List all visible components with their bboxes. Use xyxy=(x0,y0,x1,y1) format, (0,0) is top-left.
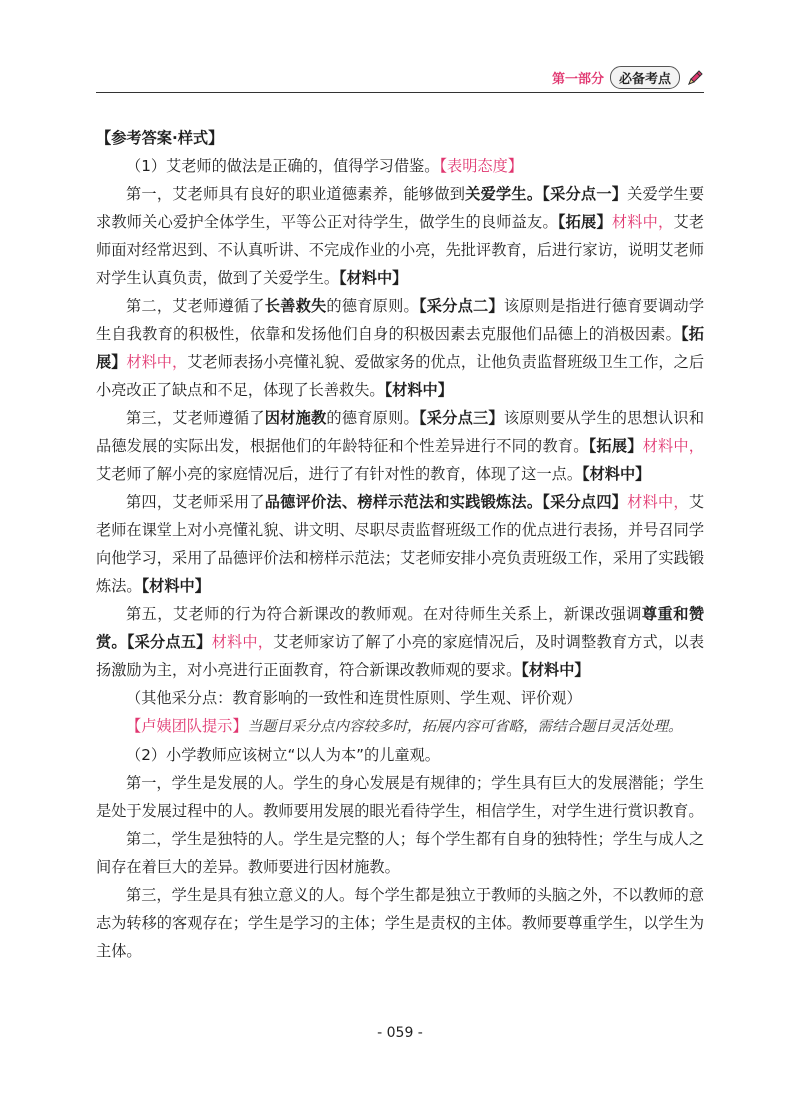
pencil-icon xyxy=(686,69,704,87)
paragraph-3: 第二，艾老师遵循了长善救失的德育原则。【采分点二】该原则是指进行德育要调动学生自我教育的积极性，依靠和发扬他们自身的积极因素去克服他们品德上的消极因素。【拓展】材料中，艾老师表扬小亮懂礼貌、爱做家务的优点，让他负责监督班级卫生工作，之后小亮改正了缺点和不足，体现了长善救失。【材料中】 xyxy=(96,297,705,399)
paragraph-10: 第一，学生是发展的人。学生的身心发展是有规律的；学生具有巨大的发展潜能；学生是处于发展过程中的人。教师要用发展的眼光看待学生，相信学生，对学生进行赏识教育。 xyxy=(96,774,704,820)
header-right xyxy=(552,66,704,89)
paragraph-2: 第一，艾老师具有良好的职业道德素养，能够做到关爱学生。【采分点一】关爱学生要求教师关心爱护全体学生，平等公正对待学生，做学生的良师益友。【拓展】材料中，艾老师面对经常迟到、不认真听讲、不完成作业的小亮，先批评教育，后进行家访，说明艾老师对学生认真负责，做到了关爱学生。【材料中】 xyxy=(96,185,705,287)
section-badge: 必备考点 xyxy=(610,66,680,89)
paragraph-12: 第三，学生是具有独立意义的人。每个学生都是独立于教师的头脑之外，不以教师的意志为转移的客观存在；学生是学习的主体；学生是责权的主体。教师要尊重学生，以学生为主体。 xyxy=(96,886,704,960)
paragraph-1: （1）艾老师的做法是正确的，值得学习借鉴。【表明态度】 xyxy=(126,157,523,175)
team-tip: 【卢姨团队提示】当题目采分点内容较多时，拓展内容可省略，需结合题目灵活处理。 xyxy=(126,717,683,735)
paragraph-4: 第三，艾老师遵循了因材施教的德育原则。【采分点三】该原则要从学生的思想认识和品德发展的实际出发，根据他们的年龄特征和个性差异进行不同的教育。【拓展】材料中，艾老师了解小亮的家庭情况后，进行了有针对性的教育，体现了这一点。【材料中】 xyxy=(96,409,705,483)
paragraph-5: 第四，艾老师采用了品德评价法、榜样示范法和实践锻炼法。【采分点四】材料中，艾老师在课堂上对小亮懂礼貌、讲文明、尽职尽责监督班级工作的优点进行表扬，并号召同学向他学习，采用了品德评价法和榜样示范法；艾老师安排小亮负责班级工作，采用了实践锻炼法。【材料中】 xyxy=(96,493,705,595)
question-2-intro: （2）小学教师应该树立“以人为本”的儿童观。 xyxy=(126,746,440,764)
page-header xyxy=(96,66,704,92)
part-label: 第一部分 xyxy=(551,72,604,87)
other-points: （其他采分点：教育影响的一致性和连贯性原则、学生观、评价观） xyxy=(126,689,582,707)
paragraph-6: 第五，艾老师的行为符合新课改的教师观。在对待师生关系上，新课改强调尊重和赞赏。【采分点五】材料中，艾老师家访了解了小亮的家庭情况后，及时调整教育方式，以表扬激励为主，对小亮进行正面教育，符合新课改教师观的要求。【材料中】 xyxy=(96,605,705,679)
answer-content xyxy=(96,124,704,965)
page-number: - 059 - xyxy=(377,1025,423,1041)
paragraph-11: 第二，学生是独特的人。学生是完整的人；每个学生都有自身的独特性；学生与成人之间存在着巨大的差异。教师要进行因材施教。 xyxy=(96,830,704,876)
answer-heading: 【参考答案·样式】 xyxy=(96,129,224,147)
header-rule xyxy=(96,92,704,93)
